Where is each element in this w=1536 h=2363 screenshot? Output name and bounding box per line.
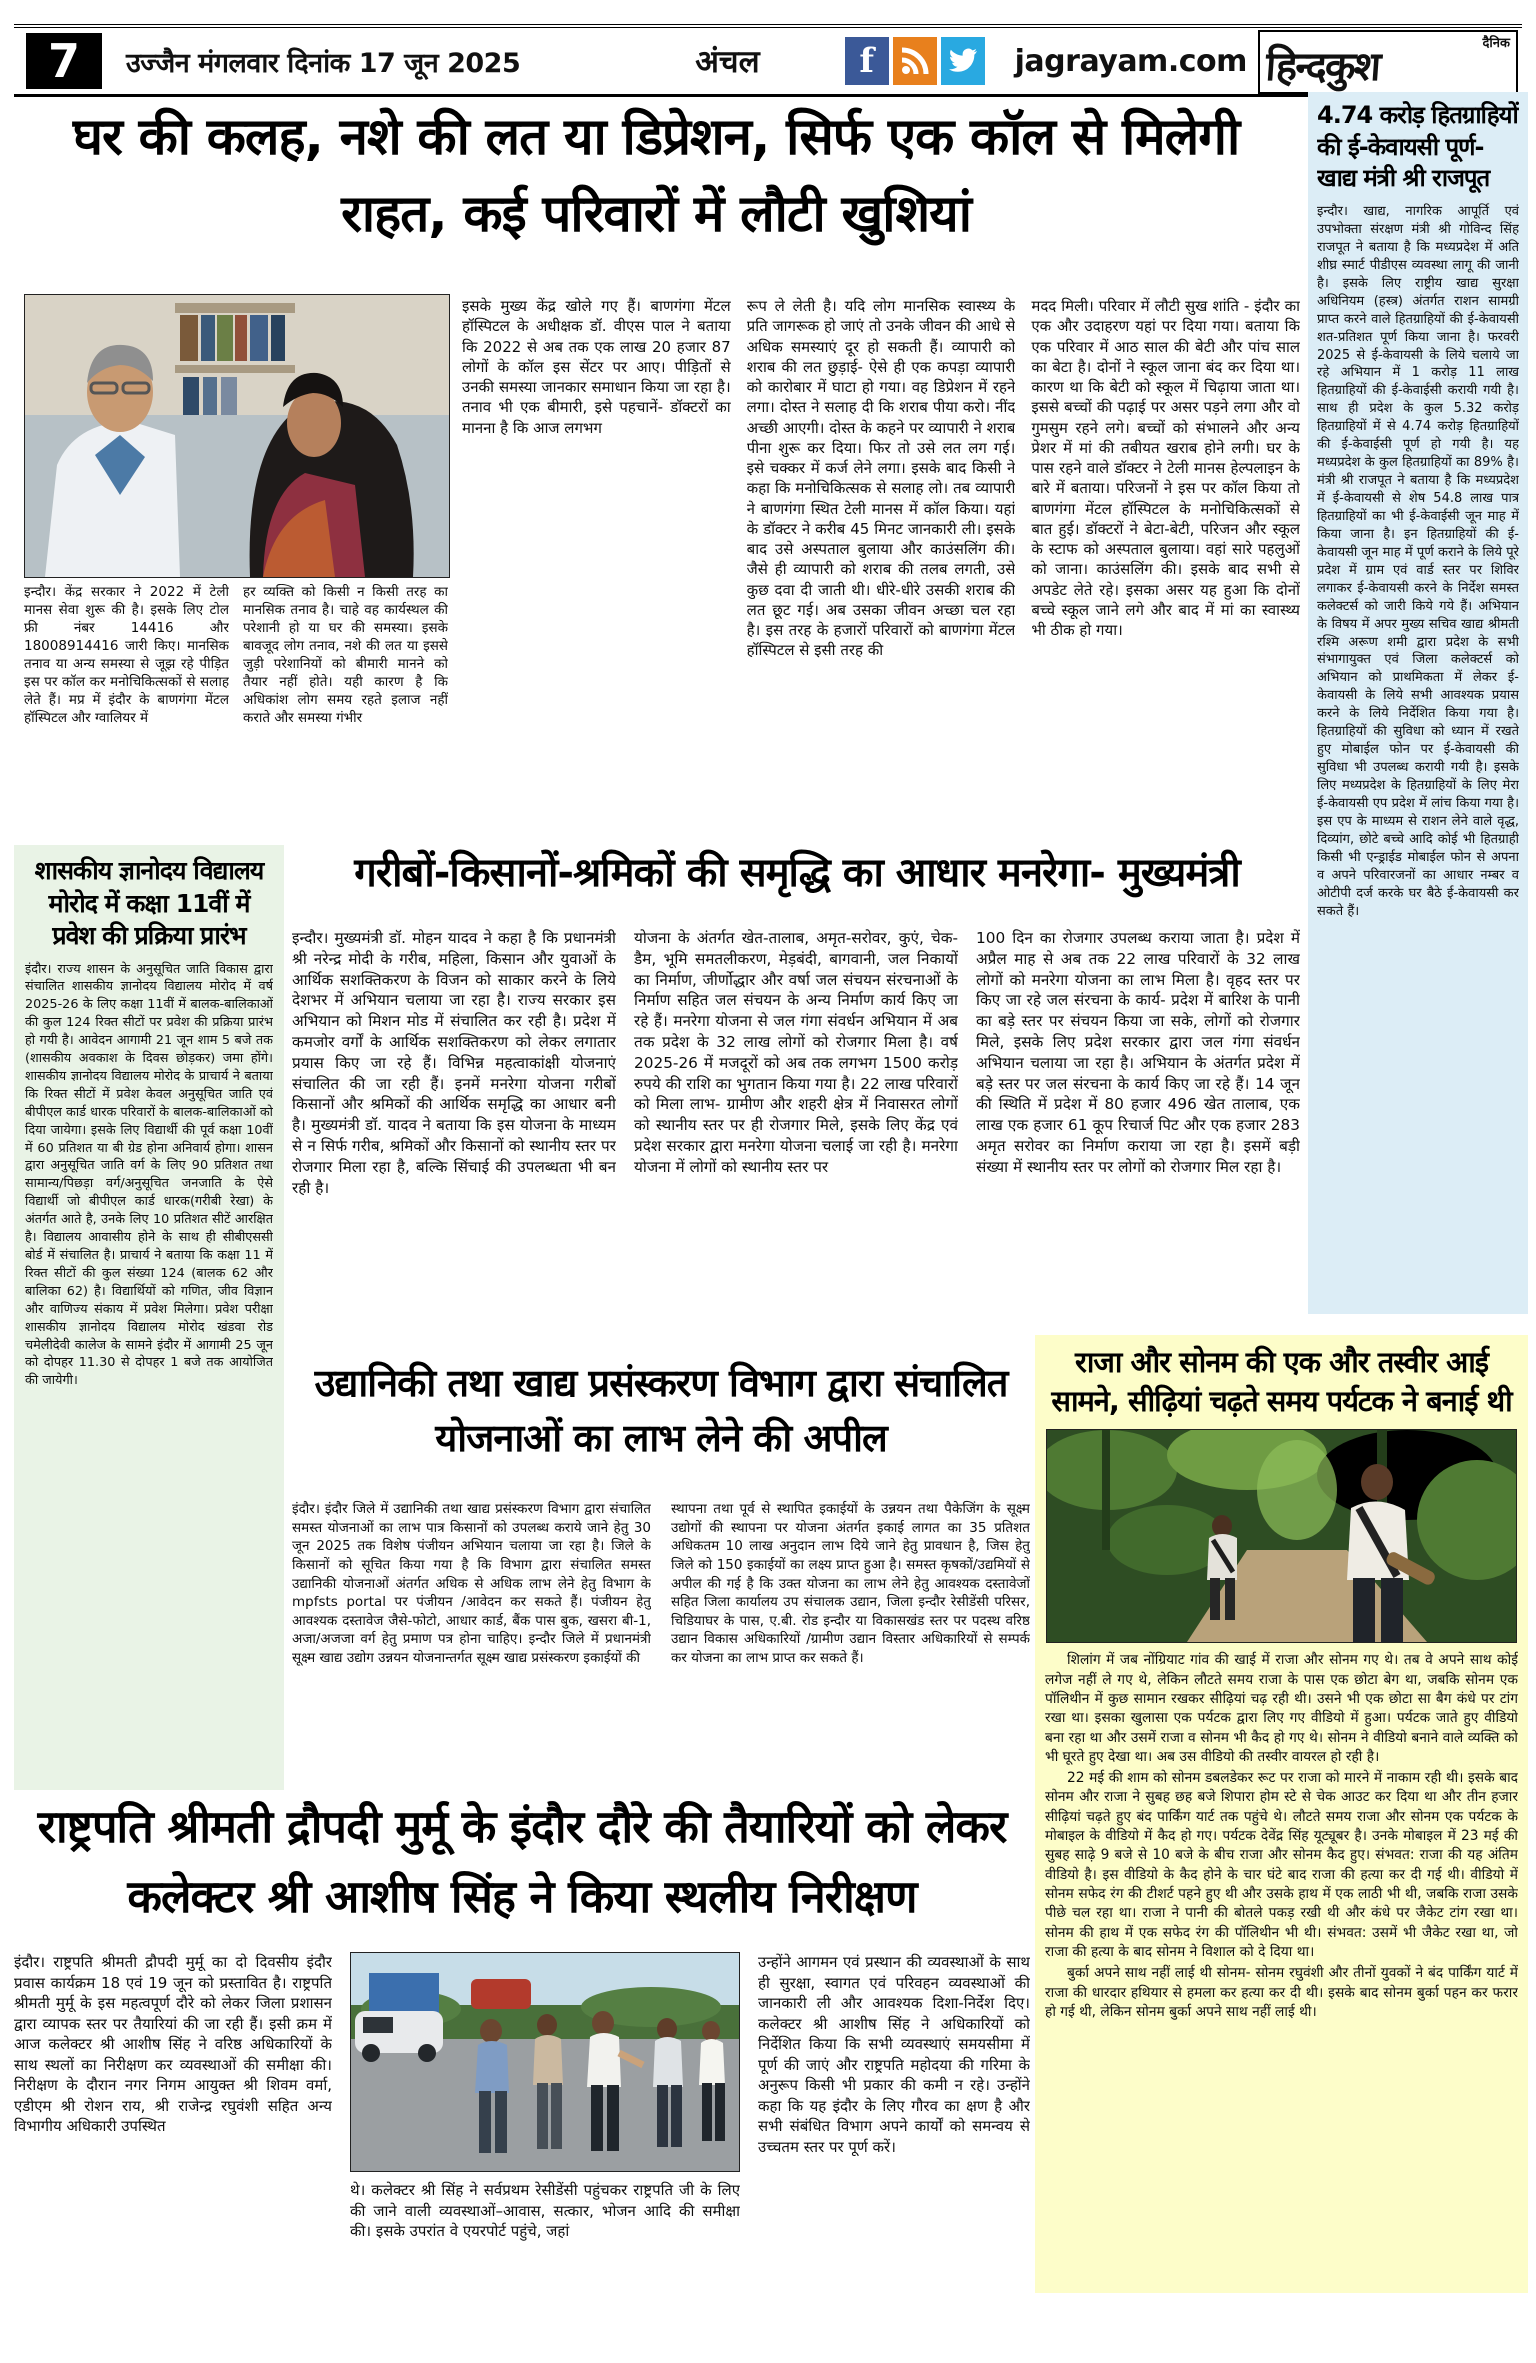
president-column-1: इंदौर। राष्ट्रपति श्रीमती द्रौपदी मुर्मू का दो दिवसीय इंदौर प्रवास कार्यक्रम 18 एवं 19 जून को प्रस्तावित है। राष्ट्रपति श्रीमती मुर्मू के इस महत्वपूर्ण दौरे को लेकर जिला प्रशासन द्वारा व्यापक स्तर पर तैयारियां की जा रही हैं। इसी क्रम में आज कलेक्टर श्री आशीष सिंह ने वरिष्ठ अधिकारियों के साथ स्थलों का निरीक्षण कर व्यवस्थाओं की समीक्षा की। निरीक्षण के दौरान नगर निगम आयुक्त श्री शिवम वर्मा, एडीएम श्री रोशन राय, श्री राजेन्द्र रघुवंशी सहित अन्य विभागीय अधिकारी उपस्थित: [14, 1953, 332, 2136]
mnrega-headline: गरीबों-किसानों-श्रमिकों की समृद्धि का आधार मनरेगा- मुख्यमंत्री: [354, 850, 1240, 896]
raja-sonam-headline: राजा और सोनम की एक और तस्वीर आई सामने, सीढ़ियां चढ़ते समय पर्यटक ने बनाई थी: [1051, 1345, 1512, 1419]
raja-sonam-paragraph: बुर्का अपने साथ नहीं लाई थी सोनम- सोनम रघुवंशी और तीनों युवकों ने बंद पार्किंग यार्ट में राजा की धारदार हथियार से हमला कर हत्या कर दी थी। इसके बाद सोनम बुर्का पहन कर फरार हो गई थी, लेकिन सोनम बुर्का अपने साथ नहीं लाई थी।: [1045, 1965, 1518, 2020]
rss-glyph: [900, 46, 930, 76]
mnrega-column-2: योजना के अंतर्गत खेत-तालाब, अमृत-सरोवर, कुएं, चेक-डैम, भूमि समतलीकरण, मेड़बंदी, बागवानी, जल निकायों का निर्माण, जीर्णोद्धार और वर्षा जल संचयन संरचनाओं के निर्माण सहित जल संचयन के अन्य निर्माण कार्य किए जा रहे हैं। मनरेगा योजना से जल गंगा संवर्धन अभियान में अब तक प्रदेश के 32 लाख लोगों को रोजगार मिला है। वर्ष 2025-26 में मजदूरों को अब तक लगभग 1500 करोड़ रुपये की राशि का भुगतान किया गया है। 22 लाख परिवारों को मिला लाभ- ग्रामीण और शहरी क्षेत्र में निवासरत लोगों को स्थानीय स्तर पर ही रोजगार मिले, इसके लिए केंद्र एवं प्रदेश सरकार द्वारा मनरेगा योजना चलाई जा रही है। मनरेगा योजना में लोगों को स्थानीय स्तर पर: [634, 929, 958, 1176]
lead-column-a: इन्दौर। केंद्र सरकार ने 2022 में टेली मानस सेवा शुरू की है। इसके लिए टोल फ्री नंबर 14416 और 18008914416 जारी किए। मानसिक तनाव या अन्य समस्या से जूझ रहे पीड़ित इस पर कॉल कर मनोचिकित्सकों से सलाह लेते हैं। मप्र में इंदौर के बाणगंगा मेंटल हॉस्पिटल और ग्वालियर में: [24, 584, 229, 726]
facebook-icon[interactable]: f: [845, 37, 889, 85]
lead-right-columns: [462, 296, 1300, 842]
president-column-2: [350, 1952, 740, 2352]
doctor-patient-illustration: [25, 295, 449, 577]
rss-icon[interactable]: [893, 37, 937, 85]
social-icons: [845, 37, 985, 85]
website-link[interactable]: jagrayam.com: [1014, 43, 1247, 79]
mnrega-column-3: 100 दिन का रोजगार उपलब्ध कराया जाता है। प्रदेश में अप्रैल माह से अब तक 22 लाख परिवारों के 32 लाख लोगों को मनरेगा योजना का लाभ मिला है। वृहद स्तर पर किए जा रहे जल संरचना के कार्य- प्रदेश में बारिश के पानी का बड़े स्तर पर संचयन किया जा सके, लोगों को रोजगार मिले, इसके लिए प्रदेश सरकार द्वारा जल गंगा संवर्धन अभियान चलाया जा रहा है। अभियान के अंतर्गत प्रदेश में बड़े स्तर पर जल संरचना के कार्य किए जा रहे हैं। 14 जून की स्थिति में प्रदेश में 80 हजार 496 खेत तालाब, एक लाख एक हजार 61 कूप रिचार्ज पिट और एक हजार 283 अमृत सरोवर का निर्माण कराया जा रहा है। इसमें बड़ी संख्या में स्थानीय स्तर पर लोगों को रोजगार मिल रहा है।: [976, 929, 1300, 1176]
newspaper-logo: [1258, 30, 1518, 94]
raja-sonam-photo: [1046, 1429, 1517, 1643]
raja-sonam-paragraph: 22 मई की शाम को सोनम डबलडेकर रूट पर राजा को मारने में नाकाम रही थी। इसके बाद सोनम और राजा ने सुबह छह बजे शिपारा होम स्टे से चेक आउट कर दिया था और तीन हजार सीढ़ियां चढ़ते हुए बंद पार्किंग यार्ट तक पहुंचे थे। लौटते समय राजा और सोनम एक पर्यटक के मोबाइल के वीडियो में कैद हो गए। पर्यटक देवेंद्र सिंह यूट्यूबर है। उनके मोबाइल में 23 मई की सुबह साढ़े 9 बजे से 10 बजे के बीच राजा और सोनम कैद हुए। संभवत: राजा की यह अंतिम वीडियो है। इस वीडियो के कैद होने के चार घंटे बाद राजा की हत्या कर दी गई थी। वीडियो में सोनम सफेद रंग की टीशर्ट पहने हुए थी और उसके हाथ में एक लाठी भी थी, जबकि राजा उसके पीछे चल रहा था। राजा ने पानी की बोतले पकड़ रखी थी और कंधे पर जैकेट टांग रखा था। सोनम की हाथ में एक सफेद रंग की पॉलिथीन भी थी। संभवत: उसमें भी जैकेट रखा था, जो राजा की हत्या के बाद सोनम ने विशाल को दे दिया था।: [1045, 1770, 1518, 1960]
president-headline: राष्ट्रपति श्रीमती द्रौपदी मुर्मू के इंदौर दौरे की तैयारियों को लेकर कलेक्टर श्री आशीष सिंह ने किया स्थलीय निरीक्षण: [37, 1800, 1007, 1923]
ekyc-body: इन्दौर। खाद्य, नागरिक आपूर्ति एवं उपभोक्ता संरक्षण मंत्री श्री गोविन्द सिंह राजपूत ने बताया है कि मध्यप्रदेश में अति शीघ्र स्मार्ट पीडीएस व्यवस्था लागू की जानी है। इसके लिए राष्ट्रीय खाद्य सुरक्षा अधिनियम (हस्त्र) अंतर्गत राशन सामग्री प्राप्त करने वाले हितग्राहियों की ई-केवायसी शत-प्रतिशत पूर्ण किया जाना है। फरवरी 2025 से ई-केवायसी के लिये चलाये जा रहे अभियान में 1 करोड़ 11 लाख हितग्राहियों की ई-केवाईसी करायी गयी है। साथ ही प्रदेश के कुल 5.32 करोड़ हितग्राहियों में से 4.74 करोड़ हितग्राहियों की ई-केवाईसी पूर्ण हो गयी है। यह मध्यप्रदेश के कुल हितग्राहियों का 89% है। मंत्री श्री राजपूत ने बताया है कि मध्यप्रदेश में ई-केवायसी से शेष 54.8 लाख पात्र हितग्राहियों का भी ई-केवाईसी जून माह में किया जाना है। इन हितग्राहियों की ई-केवायसी जून माह में पूर्ण कराने के लिये पूरे प्रदेश में ग्राम एवं वार्ड स्तर पर शिविर लगाकर ई-केवायसी करने के निर्देश समस्त कलेक्टर्स को जारी किये गये हैं। अभियान के विषय में अपर मुख्य सचिव खाद्य श्रीमती रश्मि अरूण शमी द्वारा प्रदेश के सभी संभागायुक्त एवं जिला कलेक्टर्स को अभियान को प्राथमिकता में लेकर ई-केवायसी के लिये सभी आवश्यक प्रयास करने के लिये निर्देशित किया गया है। हितग्राहियों की सुविधा को ध्यान में रखते हुए मोबाईल फोन पर ई-केवायसी की सुविधा भी उपलब्ध करायी गयी है। इसके लिए मध्यप्रदेश के हितग्राहियों के लिए मेरा ई-केवायसी एप प्रदेश में लांच किया गया है। इस एप के माध्यम से राशन लेने वाले वृद्ध, दिव्यांग, छोटे बच्चे आदि कोई भी हितग्राही किसी भी एन्ड्राईड मोबाईल फोन से अपना व अपने परिवारजनों का आधार नम्बर व ओटीपी दर्ज करके घर बैठे ई-केवायसी कर सकते हैं।: [1317, 204, 1519, 919]
horticulture-column-2: स्थापना तथा पूर्व से स्थापित इकाईयों के उन्नयन तथा पैकेजिंग के सूक्ष्म उद्योगों की स्थापना पर योजना अंतर्गत इकाई लागत का 35 प्रतिशत अधिकतम 10 लाख अनुदान लाभ दिये जाने हेतु प्रावधान है, जिस हेतु जिले को 150 इकाईयों का लक्ष्य प्राप्त हुआ है। समस्त कृषकों/उद्यमियों से अपील की गई है कि उक्त योजना का लाभ लेने हेतु आवश्यक दस्तावेजों सहित जिला कार्यालय उप संचालक उद्यान, जिला इन्दौर रेसीडेंसी परिसर, चिडियाघर के पास, ए.बी. रोड इन्दौर या विकासखंड स्तर पर पदस्थ वरिष्ठ उद्यान विकास अधिकारियों /ग्रामीण उद्यान विस्तार अधिकारियों से सम्पर्क कर योजना का लाभ प्राप्त कर सकते हैं।: [671, 1501, 1030, 1666]
lead-column-3: मदद मिली। परिवार में लौटी सुख शांति - इंदौर का एक और उदाहरण यहां पर दिया गया। बताया कि एक परिवार में आठ साल की बेटी और पांच साल का बेटा है। दोनों ने स्कूल जाना बंद कर दिया था। कारण था कि बेटी को स्कूल में चिढ़ाया जाता था। इससे बच्चों की पढ़ाई पर असर पड़ने लगा और वो गुमसुम रहने लगे। बच्चों को संभालने और अन्य प्रेशर में मां की तबीयत खराब होने लगी। घर के पास रहने वाले डॉक्टर ने टेली मानस हेल्पलाइन के बारे में बताया। परिजनों ने इस पर कॉल किया तो बाणगंगा मेंटल हॉस्पिटल के मनोचिकित्सकों से बात हुई। डॉक्टरों ने बेटा-बेटी, परिजन और स्कूल के स्टाफ को अस्पताल बुलाया। वहां सारे पहलुओं को जाना। काउंसलिंग की। इसके बाद सभी से अपडेट लेते रहे। इसका असर यह हुआ कि दोनों बच्चे स्कूल जाने लगे और बाद में मां का स्वास्थ्य भी ठीक हो गया।: [1031, 297, 1301, 639]
lead-photo: [24, 294, 450, 578]
twitter-bird-glyph: [948, 48, 978, 74]
horticulture-columns: [292, 1500, 1030, 1788]
president-column-3: उन्होंने आगमन एवं प्रस्थान की व्यवस्थाओं के साथ ही सुरक्षा, स्वागत एवं परिवहन व्यवस्थाओं की जानकारी ली और आवश्यक दिशा-निर्देश दिए। कलेक्टर श्री आशीष सिंह ने अधिकारियों को निर्देशित किया कि सभी व्यवस्थाएं समयसीमा में पूर्ण की जाएं और राष्ट्रपति महोदया की गरिमा के अनुरूप किसी भी प्रकार की कमी न रहे। उन्होंने कहा कि यह इंदौर के लिए गौरव का क्षण है और सभी संबंधित विभाग अपने कार्यों को समन्वय से उच्चतम स्तर पर पूर्ण करें।: [758, 1953, 1030, 2156]
logo-tagline: दैनिक: [1482, 36, 1510, 51]
raja-sonam-body: [1045, 1651, 1518, 2024]
ekyc-sidebar-article: [1308, 92, 1528, 1314]
logo-title: हिन्दकुश: [1264, 44, 1381, 90]
lead-column-1: इसके मुख्य केंद्र खोले गए हैं। बाणगंगा मेंटल हॉस्पिटल के अधीक्षक डॉ. वीएस पाल ने बताया कि 2022 से अब तक एक लाख 20 हजार 87 लोगों के कॉल इस सेंटर पर आए। पीड़ितों से उनकी समस्या जानकार समाधान किया जा रहा है। तनाव भी एक बीमारी, इसे पहचानें- डॉक्टरों का मानना है कि आज लगभग: [462, 297, 731, 437]
page-number: 7: [26, 33, 102, 89]
page-header: [14, 24, 1522, 97]
president-column-2-text: थे। कलेक्टर श्री सिंह ने सर्वप्रथम रेसीडेंसी पहुंचकर राष्ट्रपति जी के लिए की जाने वाली व्यवस्थाओं–आवास, सत्कार, भोजन आदि की समीक्षा की। इसके उपरांत वे एयरपोर्ट पहुंचे, जहां: [350, 2181, 740, 2241]
lead-under-photo-columns: [24, 584, 448, 842]
forest-trail-illustration: [1047, 1430, 1516, 1642]
school-body: इंदौर। राज्य शासन के अनुसूचित जाति विकास द्वारा संचालित शासकीय ज्ञानोदय विद्यालय मोरोद में वर्ष 2025-26 के लिए कक्षा 11वीं में बालक-बालिकाओं की कुल 124 रिक्त सीटों पर प्रवेश की प्रक्रिया प्रारंभ हो गयी है। आवेदन आगामी 21 जून शाम 5 बजे तक (शासकीय अवकाश के दिवस छोड़कर) जमा होंगे। शासकीय ज्ञानोदय विद्यालय मोरोद के प्राचार्य ने बताया कि रिक्त सीटों में प्रवेश केवल अनुसूचित जाति एवं बीपीएल कार्ड धारक परिवारों के बालक-बालिकाओं को दिया जायेगा। इसके लिए विद्यार्थी की पूर्व कक्षा 10वीं में 60 प्रतिशत या बी ग्रेड होना अनिवार्य होगा। शासन द्वारा अनुसूचित जाति वर्ग के लिए 90 प्रतिशत तथा सामान्य/पिछड़ा वर्ग/अनुसूचित जनजाति के ऐसे विद्यार्थी जो बीपीएल कार्ड धारक(गरीबी रेखा) के अंतर्गत आते है, उनके लिए 10 प्रतिशत सीटें आरक्षित है। विद्यालय आवासीय होने के साथ ही सीबीएससी बोर्ड में संचालित है। प्राचार्य ने बताया कि कक्षा 11 में रिक्त सीटों की कुल संख्या 124 (बालक 62 और बालिका 62) है। विद्यार्थियों को गणित, जीव विज्ञान और वाणिज्य संकाय में प्रवेश मिलेगा। प्रवेश परीक्षा शासकीय ज्ञानोदय विद्यालय मोरोद खंडवा रोड चमेलीदेवी कालेज के सामने इंदौर में आगामी 25 जून को दोपहर 11.30 से दोपहर 1 बजे तक आयोजित की जायेगी।: [25, 961, 273, 1389]
lead-column-2: रूप ले लेती है। यदि लोग मानसिक स्वास्थ्य के प्रति जागरूक हो जाएं तो उनके जीवन की आधे से अधिक समस्याएं दूर हो सकती हैं। व्यापारी को शराब की लत छुड़ाई- ऐसे ही एक कपड़ा व्यापारी को कारोबार में घाटा हो गया। वह डिप्रेशन में रहने लगा। दोस्त ने सलाह दी कि शराब पीया करो। नींद अच्छी आएगी। दोस्त के कहने पर व्यापारी ने शराब पीना शुरू कर दिया। फिर तो उसे लत लग गई। इसे चक्कर में कर्ज लेने लगा। इसके बाद किसी ने कहा कि मनोचिकित्सक से सलाह लो। तब व्यापारी ने बाणगंगा स्थित टेली मानस में कॉल किया। यहां के डॉक्टर ने करीब 45 मिनट जानकारी ली। इसके बाद उसे अस्पताल बुलाया और काउंसलिंग की। जैसे ही व्यापारी को शराब की तलब लगती, उसे कुछ दवा दी जाती थी। धीरे-धीरे उसकी शराब की लत छूट गई। अब उसका जीवन अच्छा चल रहा है। इस तरह के हजारों परिवारों को बाणगंगा मेंटल हॉस्पिटल से इसी तरह की: [746, 297, 1016, 660]
lead-headline: घर की कलह, नशे की लत या डिप्रेशन, सिर्फ एक कॉल से मिलेगी राहत, कई परिवारों में लौटी खुशियां: [72, 108, 1240, 244]
ekyc-headline: 4.74 करोड़ हितग्राहियों की ई-केवायसी पूर्ण- खाद्य मंत्री श्री राजपूत: [1317, 101, 1518, 193]
raja-sonam-article: [1035, 1335, 1528, 2293]
president-inspection-photo: [350, 1952, 740, 2172]
school-headline: शासकीय ज्ञानोदय विद्यालय मोरोद में कक्षा 11वीं में प्रवेश की प्रक्रिया प्रारंभ: [34, 856, 264, 950]
lead-column-b: हर व्यक्ति को किसी न किसी तरह का मानसिक तनाव है। चाहे वह कार्यस्थल की परेशानी हो या घर की समस्या। इसके बावजूद लोग तनाव, नशे की लत या इससे जुड़ी परेशानियों को बीमारी मानने को तैयार नहीं होते। यही कारण है कि अधिकांश लोग समय रहते इलाज नहीं कराते और समस्या गंभीर: [243, 584, 448, 726]
school-admission-article: [14, 845, 284, 1790]
twitter-icon[interactable]: [941, 37, 985, 85]
raja-sonam-paragraph: शिलांग में जब नोंग्रियाट गांव की खाई में राजा और सोनम गए थे। तब वे अपने साथ कोई लगेज नहीं ले गए थे, लेकिन लौटते समय राजा के पास एक छोटा बेग था, जबकि सोनम एक पॉलिथीन में कुछ सामान रखकर सीढ़ियां चढ़ रही थी। उसने भी एक छोटा सा बैग कंधे पर टांग रखा था। इसका खुलासा एक पर्यटक द्वारा लिए गए वीडियो में हुआ। पर्यटक जाते हुए वीडियो बना रहा था और उसमें राजा व सोनम भी कैद हो गए थे। सोनम ने वीडियो बनाने वाले व्यक्ति को भी घूरते हुए देखा था। अब उस वीडियो की तस्वीर वायरल हो रही है।: [1045, 1652, 1518, 1765]
site-inspection-illustration: [351, 1953, 739, 2171]
mnrega-column-1: इन्दौर। मुख्यमंत्री डॉ. मोहन यादव ने कहा है कि प्रधानमंत्री श्री नरेन्द्र मोदी के गरीब, महिला, किसान और युवाओं के आर्थिक सशक्तिकरण के विजन को साकार करने के लिये देशभर में अभियान चलाया जा रहा है। राज्य सरकार इस अभियान को मिशन मोड में संचालित कर रही है। प्रदेश में कमजोर वर्गों के आर्थिक सशक्तिकरण को लेकर लगातार प्रयास किए जा रहे हैं। विभिन्न महत्वाकांक्षी योजनाएं संचालित की जा रही हैं। इनमें मनरेगा योजना गरीबों किसानों और श्रमिकों की आर्थिक समृद्धि का आधार बनी है। मुख्यमंत्री डॉ. यादव ने बताया कि इस योजना के माध्यम से न सिर्फ गरीब, श्रमिकों और किसानों को स्थानीय स्तर पर रोजगार मिला रहा है, बल्कि सिंचाई की उपलब्धता भी बन रही है।: [292, 929, 616, 1197]
mnrega-columns: [292, 928, 1302, 1346]
section-title: अंचल: [695, 44, 760, 80]
horticulture-headline: उद्यानिकी तथा खाद्य प्रसंस्करण विभाग द्वारा संचालित योजनाओं का लाभ लेने की अपील: [314, 1361, 1008, 1461]
president-columns: [14, 1952, 1030, 2352]
horticulture-column-1: इंदौर। इंदौर जिले में उद्यानिकी तथा खाद्य प्रसंस्करण विभाग द्वारा संचालित समस्त योजनाओं का लाभ पात्र किसानों को उपलब्ध कराये जाने हेतु 30 जून 2025 तक विशेष पंजीयन अभियान चलाया जा रहा है। जिले के किसानों को सूचित किया गया है कि विभाग द्वारा संचालित समस्त उद्यानिकी योजनाओं अंतर्गत अधिक से अधिक लाभ लेने हेतु विभाग के mpfsts portal पर पंजीयन /आवेदन कर सकते हैं। पंजीयन हेतु आवश्यक दस्तावेज जैसे-फोटो, आधार कार्ड, बैंक पास बुक, खसरा बी-1, अजा/अजजा वर्ग हेतु प्रमाण पत्र होना चाहिए। इन्दौर जिले में प्रधानमंत्री सूक्ष्म खाद्य उद्योग उन्नयन योजनान्तर्गत सूक्ष्म खाद्य प्रसंस्करण इकाईयों की: [292, 1501, 651, 1666]
dateline: उज्जैन मंगलवार दिनांक 17 जून 2025: [126, 47, 521, 79]
